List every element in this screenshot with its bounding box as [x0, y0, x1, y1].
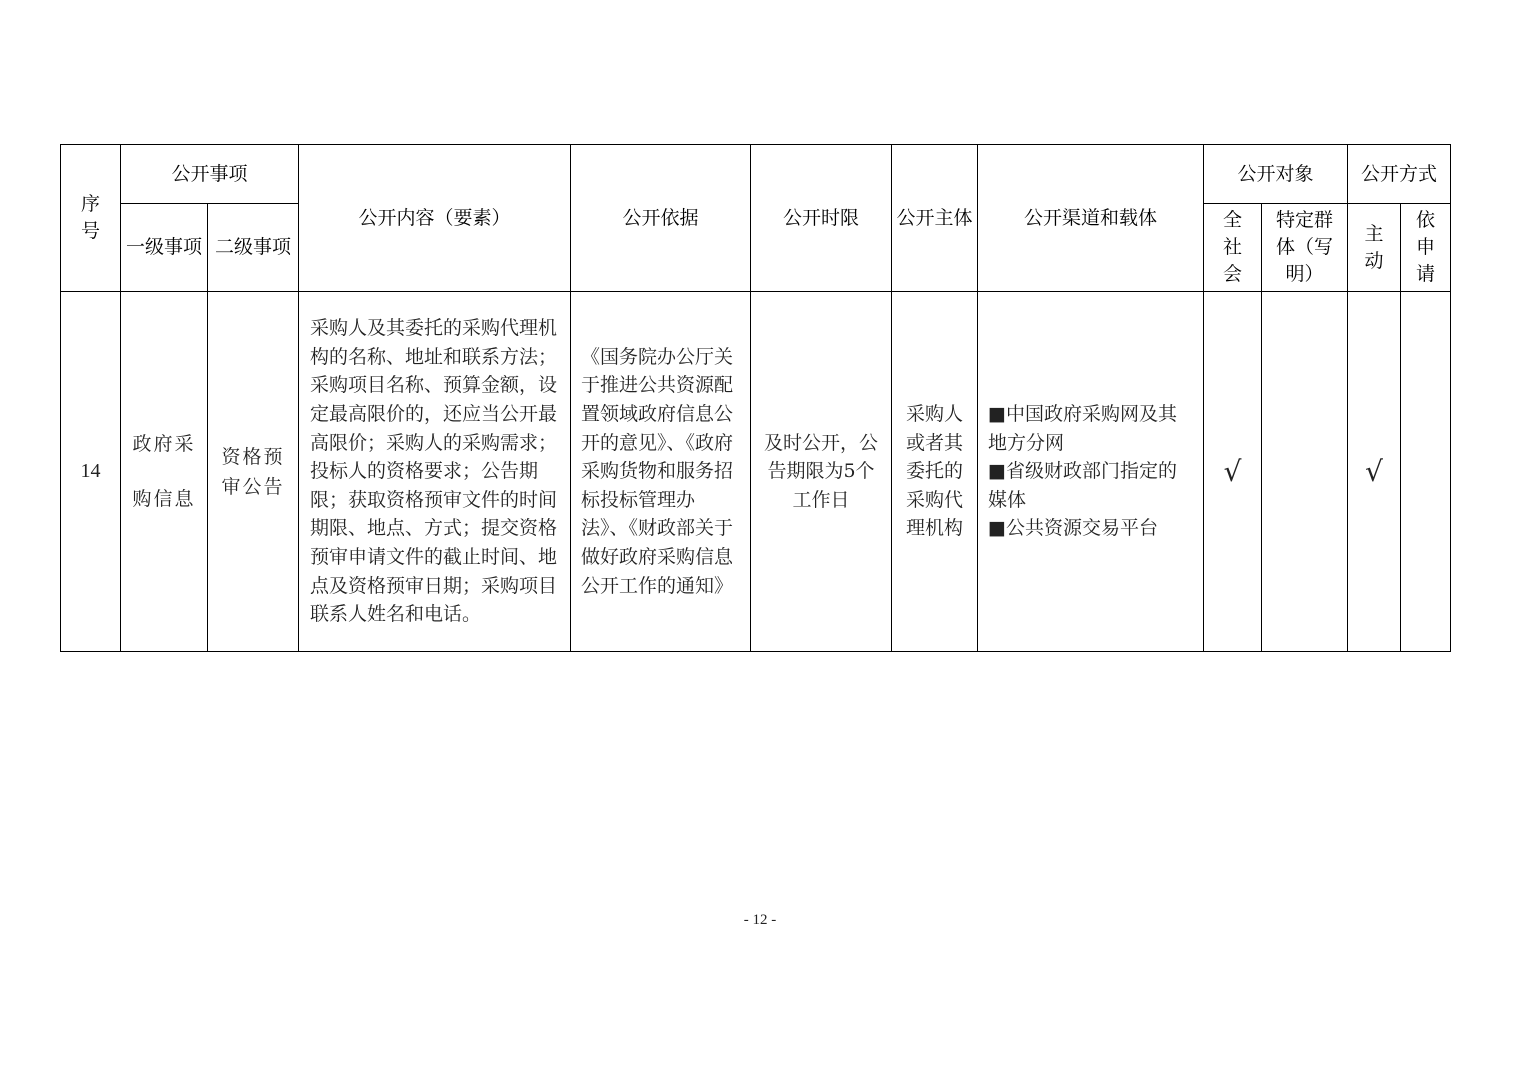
- header-level2: 二级事项: [208, 204, 299, 292]
- row-subject: 采购人或者其委托的采购代理机构: [892, 292, 978, 652]
- header-seq: 序号: [61, 145, 121, 292]
- header-audience-public: 全社会: [1204, 204, 1262, 292]
- header-audience: 公开对象: [1204, 145, 1348, 204]
- row-basis: 《国务院办公厅关于推进公共资源配置领域政府信息公开的意见》、《政府采购货物和服务招标投标管理办法》、《财政部关于做好政府采购信息公开工作的通知》: [571, 292, 751, 652]
- header-disclosure-items: 公开事项: [121, 145, 299, 204]
- row-method-request: [1401, 292, 1451, 652]
- header-subject: 公开主体: [892, 145, 978, 292]
- header-time-limit: 公开时限: [751, 145, 892, 292]
- header-level1: 一级事项: [121, 204, 208, 292]
- header-channel: 公开渠道和载体: [978, 145, 1204, 292]
- row-method-active-check: √: [1348, 292, 1401, 652]
- row-time-limit: 及时公开，公告期限为5个工作日: [751, 292, 892, 652]
- page-number: - 12 -: [743, 912, 777, 928]
- header-method-active: 主动: [1348, 204, 1401, 292]
- header-basis: 公开依据: [571, 145, 751, 292]
- row-level2: 资格预审公告: [208, 292, 299, 652]
- row-seq: 14: [61, 292, 121, 652]
- header-method-request: 依申请: [1401, 204, 1451, 292]
- header-row-1: [61, 145, 1451, 204]
- row-channels: [978, 292, 1204, 652]
- disclosure-table: [60, 144, 1451, 652]
- channel-item: ■中国政府采购网及其地方分网: [988, 403, 1177, 454]
- header-content: 公开内容（要素）: [299, 145, 571, 292]
- table-row: [61, 292, 1451, 652]
- header-audience-specific: 特定群体（写明）: [1262, 204, 1348, 292]
- row-audience-specific: [1262, 292, 1348, 652]
- row-content: 采购人及其委托的采购代理机构的名称、地址和联系方法；采购项目名称、预算金额，设定最高限价的，还应当公开最高限价；采购人的采购需求；投标人的资格要求；公告期限；获取资格预审文件的时间期限、地点、方式；提交资格预审申请文件的截止时间、地点及资格预审日期；采购项目联系人姓名和电话。: [299, 292, 571, 652]
- header-method: 公开方式: [1348, 145, 1451, 204]
- channel-item: ■省级财政部门指定的媒体: [988, 460, 1177, 511]
- row-level1: 政府采购信息: [121, 292, 208, 652]
- channel-item: ■公共资源交易平台: [988, 517, 1158, 540]
- row-audience-public-check: √: [1204, 292, 1262, 652]
